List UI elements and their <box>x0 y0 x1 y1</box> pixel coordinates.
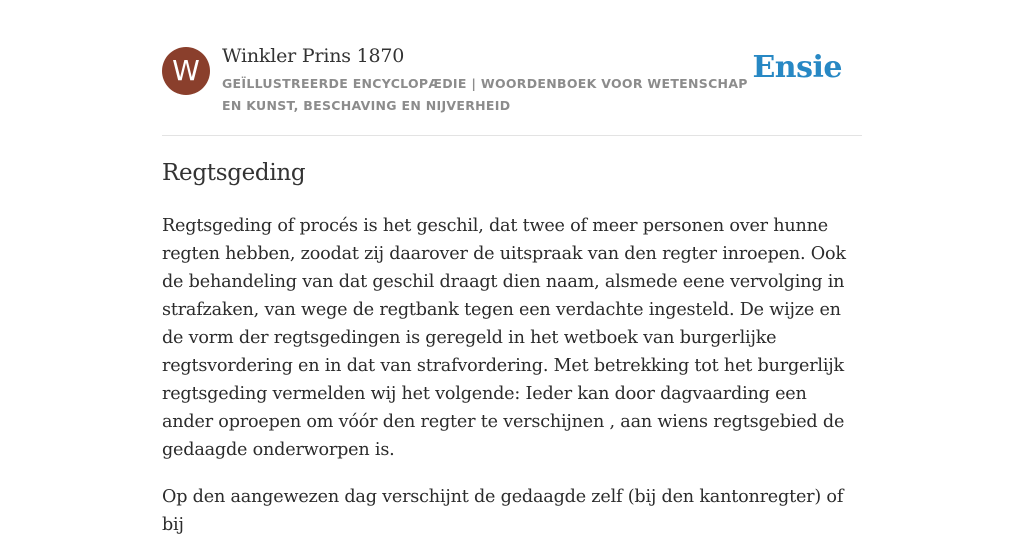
source-avatar[interactable]: W <box>162 47 210 95</box>
source-header <box>162 0 862 136</box>
source-title-link[interactable]: Winkler Prins 1870 <box>222 45 405 67</box>
entry-title: Regtsgeding <box>162 160 306 186</box>
body-paragraph: Op den aangewezen dag verschijnt de gedaagde zelf (bij den kantonregter) of bij <box>162 487 844 535</box>
page <box>162 0 862 535</box>
entry-body <box>162 212 862 558</box>
body-paragraph: Regtsgeding of procés is het geschil, dat twee of meer personen over hunne regten hebben, zoodat zij daarover de uitspraak van den regter inroepen. Ook de behandeling van dat geschil draagt dien naam, alsmede eene vervolging in strafzaken, van wege de regtbank tegen een verdachte ingesteld. De wijze en de vorm der regtsgedingen is geregeld in het wetboek van burgerlijke regtsvordering en in dat van strafvordering. Met betrekking tot het burgerlijk regtsgeding vermelden wij het volgende: Ieder kan door dagvaarding een ander oproepen om vóór den regter te verschijnen , aan wiens regtsgebied de gedaagde onderworpen is. <box>162 216 846 460</box>
ensie-logo[interactable]: Ensie <box>752 50 842 85</box>
source-subtitle: GEÏLLUSTREERDE ENCYCLOPÆDIE | WOORDENBOEK VOOR WETENSCHAP EN KUNST, BESCHAVING EN NIJVERHEID <box>222 76 748 113</box>
